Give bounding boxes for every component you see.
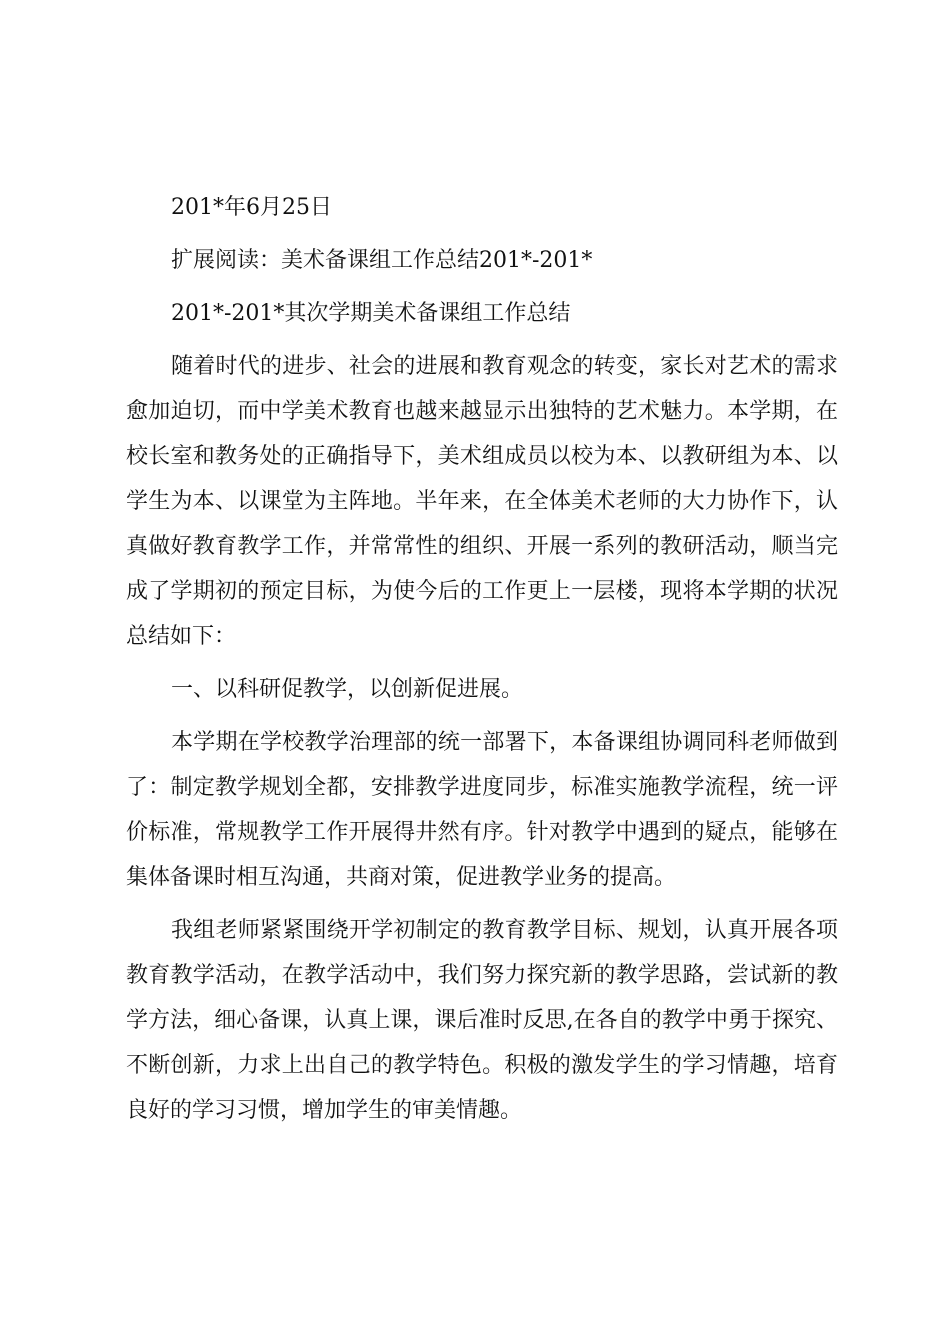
paragraph-teaching-activities: 我组老师紧紧围绕开学初制定的教育教学目标、规划，认真开展各项教育教学活动，在教学活动中，我们努力探究新的教学思路，尝试新的教学方法，细心备课，认真上课，课后准时反思,在各自的教学中勇于探究、不断创新，力求上出自己的教学特色。积极的激发学生的学习情趣，培育良好的学习习惯，增加学生的审美情趣。: [126, 918, 838, 1123]
document-date: 201*年6月25日: [171, 195, 332, 220]
section-heading-1: 一、以科研促教学，以创新促进展。: [171, 677, 524, 702]
document-title: 201*-201*其次学期美术备课组工作总结: [171, 301, 571, 326]
paragraph-intro: 随着时代的进步、社会的进展和教育观念的转变，家长对艺术的需求愈加迫切，而中学美术教育也越来越显示出独特的艺术魅力。本学期，在校长室和教务处的正确指导下，美术组成员以校为本、以教研组为本、以学生为本、以课堂为主阵地。半年来，在全体美术老师的大力协作下，认真做好教育教学工作，并常常性的组织、开展一系列的教研活动，顺当完成了学期初的预定目标，为使今后的工作更上一层楼，现将本学期的状况总结如下：: [126, 354, 838, 649]
extended-reading-line: 扩展阅读：美术备课组工作总结201*-201*: [171, 248, 593, 273]
document-body: [126, 185, 838, 1133]
paragraph-section-1: 本学期在学校教学治理部的统一部署下，本备课组协调同科老师做到了：制定教学规划全都，安排教学进度同步，标准实施教学流程，统一评价标准，常规教学工作开展得井然有序。针对教学中遇到的疑点，能够在集体备课时相互沟通，共商对策，促进教学业务的提高。: [126, 730, 838, 890]
